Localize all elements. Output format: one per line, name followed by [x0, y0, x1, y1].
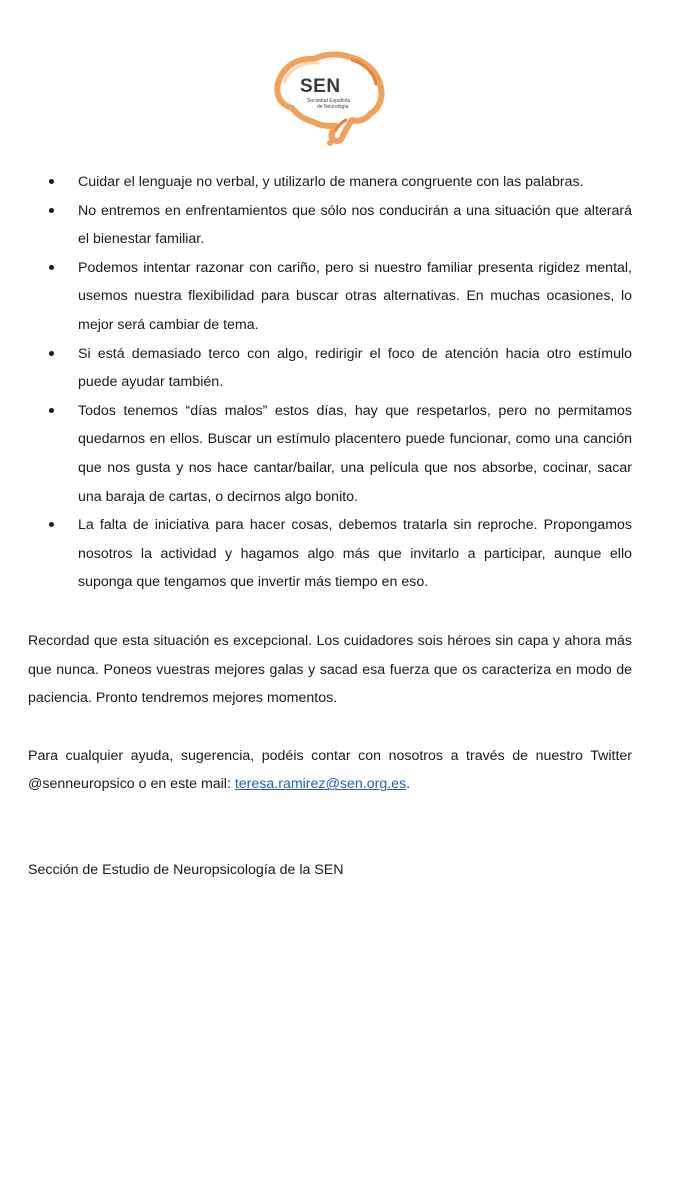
- logo-subtitle-line2: de Neurología: [317, 104, 349, 110]
- bullet-icon: [49, 208, 54, 213]
- list-item-text: Todos tenemos “días malos” estos días, hay que respetarlos, pero no permitamos quedarnos en ellos. Buscar un estímulo placentero puede funcionar, como una canción que nos gusta y nos hace cantar/bailar, una película que nos absorbe, cocinar, sacar una baraja de cartas, o decirnos algo bonito.: [78, 402, 632, 505]
- list-item-text: Cuidar el lenguaje no verbal, y utilizarlo de manera congruente con las palabras.: [78, 174, 584, 190]
- bullet-icon: [49, 522, 54, 527]
- bullet-icon: [49, 179, 54, 184]
- list-item-text: No entremos en enfrentamientos que sólo nos conducirán a una situación que alterará el bienestar familiar.: [78, 202, 632, 248]
- email-link[interactable]: teresa.ramirez@sen.org.es: [234, 776, 407, 793]
- bullet-icon: [49, 408, 54, 413]
- logo-subtitle: [307, 98, 371, 110]
- list-item: [28, 254, 632, 340]
- list-item: [28, 397, 632, 511]
- list-item: [28, 511, 632, 597]
- sen-logo: [270, 50, 388, 148]
- list-item: [28, 197, 632, 254]
- contact-end: .: [406, 776, 411, 793]
- list-item-text: La falta de iniciativa para hacer cosas, debemos tratarla sin reproche. Propongamos nosotros la actividad y hagamos algo más que invitarlo a participar, aunque ello suponga que tengamos que invertir más tiempo en eso.: [78, 517, 632, 591]
- bullet-icon: [49, 351, 54, 356]
- contact-paragraph: [28, 742, 632, 799]
- logo-subtitle-line1: Sociedad Española: [307, 98, 351, 104]
- logo-wordmark: SEN: [300, 76, 341, 97]
- document-body: [28, 168, 632, 884]
- advice-list: [28, 168, 632, 597]
- signature: Sección de Estudio de Neuropsicología de la SEN: [28, 861, 344, 878]
- list-item-text: Si está demasiado terco con algo, redirigir el foco de atención hacia otro estímulo puede ayudar también.: [78, 345, 632, 391]
- contact-text: Para cualquier ayuda, sugerencia, podéis contar con nosotros a través de nuestro Twitter @senneuropsico o en este mail:: [28, 747, 632, 793]
- list-item: [28, 340, 632, 397]
- list-item-text: Podemos intentar razonar con cariño, pero si nuestro familiar presenta rigidez mental, usemos nuestra flexibilidad para buscar otras alternativas. En muchas ocasiones, lo mejor será cambiar de tema.: [78, 259, 632, 333]
- closing-paragraph: Recordad que esta situación es excepcional. Los cuidadores sois héroes sin capa y ahora más que nunca. Poneos vuestras mejores galas y sacad esa fuerza que os caracteriza en modo de paciencia. Pronto tendremos mejores momentos.: [28, 632, 632, 707]
- bullet-icon: [49, 265, 54, 270]
- list-item: [28, 168, 632, 197]
